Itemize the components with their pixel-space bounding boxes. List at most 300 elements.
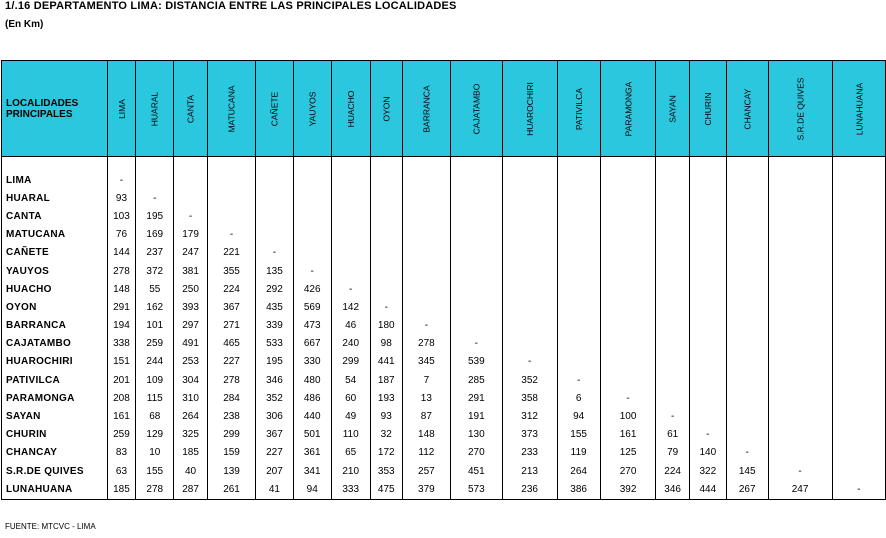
distance-cell [768, 317, 832, 335]
distance-cell: 172 [370, 444, 402, 462]
distance-cell [174, 189, 208, 207]
distance-cell: 310 [174, 389, 208, 407]
distance-cell [689, 280, 726, 298]
distance-cell [293, 171, 331, 189]
distance-cell: 353 [370, 462, 402, 480]
distance-cell: 194 [107, 317, 136, 335]
distance-cell [450, 226, 502, 244]
distance-cell [726, 298, 768, 316]
distance-cell [293, 244, 331, 262]
column-header-label: SAYAN [667, 94, 678, 123]
distance-cell: 68 [136, 407, 174, 425]
distance-cell: 451 [450, 462, 502, 480]
distance-cell: 233 [502, 444, 557, 462]
distance-cell: 667 [293, 335, 331, 353]
distance-cell [768, 298, 832, 316]
distance-cell: 151 [107, 353, 136, 371]
distance-cell [726, 335, 768, 353]
distance-cell [689, 189, 726, 207]
distance-cell [370, 280, 402, 298]
distance-cell [331, 189, 370, 207]
distance-cell [832, 280, 886, 298]
distance-cell [689, 226, 726, 244]
distance-cell [768, 371, 832, 389]
distance-cell [768, 262, 832, 280]
table-row [2, 171, 886, 189]
distance-cell [502, 189, 557, 207]
row-label: PARAMONGA [2, 389, 108, 407]
distance-cell: 341 [293, 462, 331, 480]
distance-cell: 54 [331, 371, 370, 389]
distance-cell: 533 [256, 335, 294, 353]
column-header-label: CANTA [185, 94, 196, 123]
distance-cell: - [174, 207, 208, 225]
distance-cell: 247 [768, 480, 832, 500]
distance-cell [600, 171, 656, 189]
distance-cell [370, 262, 402, 280]
column-header [256, 61, 294, 157]
distance-cell: 63 [107, 462, 136, 480]
distance-cell [656, 317, 690, 335]
column-header [726, 61, 768, 157]
distance-cell [726, 226, 768, 244]
table-row [2, 298, 886, 316]
distance-cell: 573 [450, 480, 502, 500]
distance-cell: 180 [370, 317, 402, 335]
distance-cell [768, 353, 832, 371]
distance-cell: 270 [600, 462, 656, 480]
distance-cell [402, 226, 450, 244]
column-header-label: CHANCAY [742, 88, 753, 129]
distance-cell: 40 [174, 462, 208, 480]
column-header [331, 61, 370, 157]
distance-cell: 191 [450, 407, 502, 425]
row-label: OYON [2, 298, 108, 316]
distance-cell: 162 [136, 298, 174, 316]
distance-cell [600, 353, 656, 371]
distance-cell: 304 [174, 371, 208, 389]
distance-cell: 32 [370, 426, 402, 444]
distance-cell [557, 207, 600, 225]
column-header-label: PATIVILCA [573, 87, 584, 130]
column-header [502, 61, 557, 157]
distance-cell [768, 207, 832, 225]
distance-cell: 297 [174, 317, 208, 335]
distance-cell: 7 [402, 371, 450, 389]
table-row [2, 244, 886, 262]
distance-cell [136, 171, 174, 189]
row-label: YAUYOS [2, 262, 108, 280]
distance-cell [502, 262, 557, 280]
distance-cell: 441 [370, 353, 402, 371]
distance-cell [600, 280, 656, 298]
column-header-label: S.R.DE QUIVES [795, 77, 806, 140]
distance-cell: 352 [502, 371, 557, 389]
column-header-label: BARRANCA [421, 84, 432, 133]
column-header-label: PARAMONGA [623, 81, 634, 136]
row-label: CHANCAY [2, 444, 108, 462]
distance-cell [502, 280, 557, 298]
distance-cell: 361 [293, 444, 331, 462]
distance-cell [402, 171, 450, 189]
distance-cell [768, 444, 832, 462]
distance-cell [656, 298, 690, 316]
distance-cell [256, 171, 294, 189]
distance-cell [502, 244, 557, 262]
distance-cell: - [656, 407, 690, 425]
column-header [370, 61, 402, 157]
distance-cell [656, 171, 690, 189]
distance-cell: 267 [726, 480, 768, 500]
distance-cell: 109 [136, 371, 174, 389]
distance-cell [174, 171, 208, 189]
distance-cell: 142 [331, 298, 370, 316]
distance-cell: 284 [208, 389, 256, 407]
distance-cell: 207 [256, 462, 294, 480]
distance-cell [293, 189, 331, 207]
distance-cell [331, 226, 370, 244]
distance-cell: 185 [107, 480, 136, 500]
distance-cell: - [450, 335, 502, 353]
distance-cell: 6 [557, 389, 600, 407]
distance-cell [656, 207, 690, 225]
distance-cell: 60 [331, 389, 370, 407]
distance-cell [256, 226, 294, 244]
distance-cell: 291 [107, 298, 136, 316]
distance-cell: 355 [208, 262, 256, 280]
distance-cell: 291 [450, 389, 502, 407]
distance-cell: 135 [256, 262, 294, 280]
distance-cell [832, 262, 886, 280]
distance-cell: 278 [136, 480, 174, 500]
distance-cell [726, 189, 768, 207]
distance-cell [502, 171, 557, 189]
distance-cell [370, 244, 402, 262]
distance-cell [450, 298, 502, 316]
column-header [136, 61, 174, 157]
distance-cell: 185 [174, 444, 208, 462]
distance-cell: 367 [208, 298, 256, 316]
distance-cell: - [256, 244, 294, 262]
distance-cell: - [600, 389, 656, 407]
distance-table [1, 60, 886, 500]
distance-cell [768, 280, 832, 298]
distance-cell [600, 262, 656, 280]
column-header-label: LUNAHUANA [853, 82, 864, 135]
row-label: LUNAHUANA [2, 480, 108, 500]
distance-cell [557, 171, 600, 189]
distance-cell [689, 244, 726, 262]
distance-cell: 155 [136, 462, 174, 480]
corner-header: LOCALIDADES PRINCIPALES [2, 61, 108, 157]
table-row [2, 207, 886, 225]
distance-cell [600, 207, 656, 225]
distance-cell: 187 [370, 371, 402, 389]
column-header [689, 61, 726, 157]
distance-cell: 491 [174, 335, 208, 353]
distance-cell: 257 [402, 462, 450, 480]
table-row [2, 317, 886, 335]
column-header-label: YAUYOS [307, 91, 318, 126]
column-header-label: LIMA [116, 98, 127, 119]
distance-cell: 103 [107, 207, 136, 225]
distance-cell [768, 226, 832, 244]
distance-cell [832, 389, 886, 407]
distance-cell [689, 207, 726, 225]
distance-cell: 195 [136, 207, 174, 225]
distance-cell [656, 280, 690, 298]
distance-cell [600, 371, 656, 389]
distance-cell [726, 317, 768, 335]
distance-cell: 208 [107, 389, 136, 407]
distance-cell: - [502, 353, 557, 371]
column-header [450, 61, 502, 157]
distance-cell [600, 226, 656, 244]
distance-cell [450, 280, 502, 298]
distance-cell: - [768, 462, 832, 480]
distance-cell: 372 [136, 262, 174, 280]
distance-cell: 539 [450, 353, 502, 371]
distance-cell [832, 335, 886, 353]
distance-cell [832, 298, 886, 316]
distance-cell: - [726, 444, 768, 462]
distance-cell: 227 [256, 444, 294, 462]
distance-cell: 250 [174, 280, 208, 298]
distance-cell: 201 [107, 371, 136, 389]
distance-cell [656, 262, 690, 280]
distance-cell: 392 [600, 480, 656, 500]
distance-cell: 79 [656, 444, 690, 462]
distance-cell: 346 [656, 480, 690, 500]
distance-cell [293, 226, 331, 244]
distance-cell [656, 226, 690, 244]
distance-cell [557, 226, 600, 244]
row-label: CANTA [2, 207, 108, 225]
distance-cell: 227 [208, 353, 256, 371]
distance-cell: 41 [256, 480, 294, 500]
distance-cell: 247 [174, 244, 208, 262]
row-label: SAYAN [2, 407, 108, 425]
distance-cell: 435 [256, 298, 294, 316]
distance-cell [557, 317, 600, 335]
distance-cell: 285 [450, 371, 502, 389]
column-header [768, 61, 832, 157]
table-row [2, 389, 886, 407]
distance-cell: 352 [256, 389, 294, 407]
row-label: PATIVILCA [2, 371, 108, 389]
distance-cell: 373 [502, 426, 557, 444]
distance-cell [402, 189, 450, 207]
distance-cell: 240 [331, 335, 370, 353]
distance-cell [557, 262, 600, 280]
distance-cell: 129 [136, 426, 174, 444]
distance-cell [557, 280, 600, 298]
distance-cell [600, 244, 656, 262]
distance-cell: 139 [208, 462, 256, 480]
distance-cell: 473 [293, 317, 331, 335]
distance-cell: - [689, 426, 726, 444]
distance-cell [208, 207, 256, 225]
distance-cell [450, 207, 502, 225]
distance-cell [600, 335, 656, 353]
distance-cell: - [208, 226, 256, 244]
distance-cell: 55 [136, 280, 174, 298]
distance-cell: 287 [174, 480, 208, 500]
table-row [2, 462, 886, 480]
distance-cell: 278 [107, 262, 136, 280]
distance-cell: 278 [402, 335, 450, 353]
distance-cell: 13 [402, 389, 450, 407]
distance-cell: 271 [208, 317, 256, 335]
distance-cell: 83 [107, 444, 136, 462]
distance-cell: 161 [107, 407, 136, 425]
distance-cell: 65 [331, 444, 370, 462]
distance-cell: 338 [107, 335, 136, 353]
distance-cell: 379 [402, 480, 450, 500]
distance-cell: 93 [107, 189, 136, 207]
distance-cell [726, 171, 768, 189]
distance-cell: - [136, 189, 174, 207]
distance-cell [689, 353, 726, 371]
spacer-row [2, 157, 886, 172]
distance-cell: 333 [331, 480, 370, 500]
distance-cell: 444 [689, 480, 726, 500]
distance-cell: 440 [293, 407, 331, 425]
distance-cell [600, 317, 656, 335]
distance-cell [726, 207, 768, 225]
row-label: CAÑETE [2, 244, 108, 262]
distance-cell [402, 298, 450, 316]
row-label: LIMA [2, 171, 108, 189]
distance-cell [656, 353, 690, 371]
distance-cell [450, 189, 502, 207]
distance-cell: 259 [107, 426, 136, 444]
distance-cell: 100 [600, 407, 656, 425]
distance-cell: 312 [502, 407, 557, 425]
distance-cell: 238 [208, 407, 256, 425]
distance-cell: 346 [256, 371, 294, 389]
distance-cell: - [331, 280, 370, 298]
distance-cell: 159 [208, 444, 256, 462]
distance-cell [331, 244, 370, 262]
distance-cell [689, 262, 726, 280]
distance-cell [450, 171, 502, 189]
distance-cell: 264 [174, 407, 208, 425]
distance-cell [768, 171, 832, 189]
distance-cell: 140 [689, 444, 726, 462]
distance-cell [502, 207, 557, 225]
column-header-label: OYON [381, 95, 392, 122]
distance-cell [557, 353, 600, 371]
column-header [656, 61, 690, 157]
distance-cell: 358 [502, 389, 557, 407]
table-row [2, 353, 886, 371]
distance-cell [370, 189, 402, 207]
distance-cell: 93 [370, 407, 402, 425]
distance-cell [502, 317, 557, 335]
distance-cell [832, 407, 886, 425]
distance-cell: 224 [208, 280, 256, 298]
distance-cell [832, 207, 886, 225]
distance-cell: 381 [174, 262, 208, 280]
column-header [557, 61, 600, 157]
distance-cell [689, 317, 726, 335]
distance-cell [656, 189, 690, 207]
distance-cell [689, 407, 726, 425]
distance-cell: - [370, 298, 402, 316]
distance-cell: 386 [557, 480, 600, 500]
distance-cell [402, 262, 450, 280]
distance-cell [656, 389, 690, 407]
distance-cell [656, 244, 690, 262]
distance-cell: 169 [136, 226, 174, 244]
distance-cell: 325 [174, 426, 208, 444]
distance-cell: 270 [450, 444, 502, 462]
distance-cell: 101 [136, 317, 174, 335]
distance-cell: 195 [256, 353, 294, 371]
distance-cell [402, 280, 450, 298]
column-header [832, 61, 886, 157]
distance-cell: 278 [208, 371, 256, 389]
table-row [2, 262, 886, 280]
distance-cell: 299 [331, 353, 370, 371]
row-label: BARRANCA [2, 317, 108, 335]
distance-cell [832, 171, 886, 189]
table-row [2, 226, 886, 244]
distance-cell: 426 [293, 280, 331, 298]
distance-cell [726, 407, 768, 425]
column-header-label: HUACHO [345, 90, 356, 127]
table-row [2, 480, 886, 500]
distance-cell [832, 371, 886, 389]
distance-cell [370, 226, 402, 244]
distance-cell: 213 [502, 462, 557, 480]
distance-cell: 94 [557, 407, 600, 425]
distance-cell [331, 262, 370, 280]
distance-cell: 264 [557, 462, 600, 480]
distance-cell: 110 [331, 426, 370, 444]
distance-cell [689, 389, 726, 407]
distance-cell [450, 244, 502, 262]
distance-cell [726, 371, 768, 389]
distance-cell [832, 317, 886, 335]
distance-cell: 210 [331, 462, 370, 480]
distance-cell [689, 298, 726, 316]
distance-cell: 10 [136, 444, 174, 462]
distance-cell [557, 298, 600, 316]
distance-cell: 115 [136, 389, 174, 407]
column-header [402, 61, 450, 157]
column-header-label: HUAROCHIRI [524, 81, 535, 136]
distance-cell: 292 [256, 280, 294, 298]
distance-cell: 322 [689, 462, 726, 480]
distance-cell: 87 [402, 407, 450, 425]
distance-cell [402, 207, 450, 225]
distance-cell [768, 335, 832, 353]
column-header-label: MATUCANA [226, 84, 237, 133]
distance-cell [768, 426, 832, 444]
table-row [2, 407, 886, 425]
distance-cell [689, 335, 726, 353]
distance-cell: 237 [136, 244, 174, 262]
distance-cell [832, 226, 886, 244]
distance-cell [656, 335, 690, 353]
distance-cell: 345 [402, 353, 450, 371]
table-row [2, 189, 886, 207]
distance-cell [832, 444, 886, 462]
table-row [2, 371, 886, 389]
distance-cell: 236 [502, 480, 557, 500]
